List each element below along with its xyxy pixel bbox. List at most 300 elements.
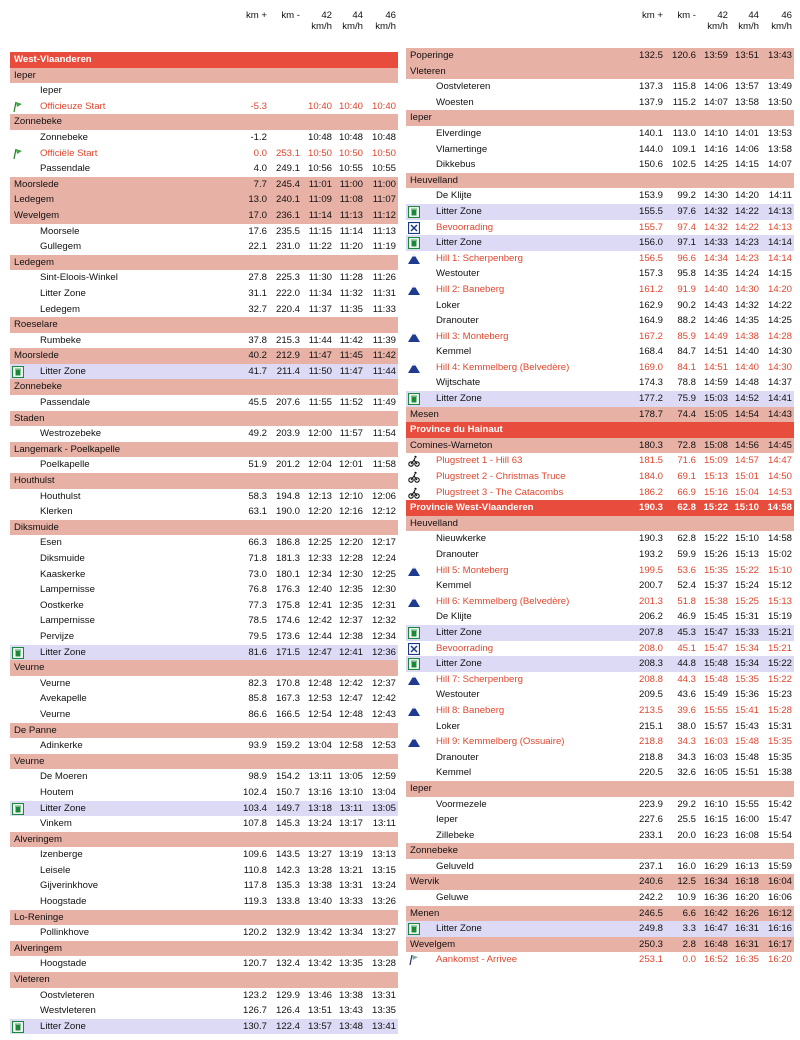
location-name: Hill 4: Kemmelberg (Belvedère)	[436, 361, 570, 373]
km-plus-value: 153.9	[638, 190, 663, 202]
km-minus-value: 129.9	[275, 989, 300, 1001]
time-44-value: 16:20	[734, 892, 759, 904]
km-plus-value: 82.3	[248, 677, 267, 689]
location-name: Wevelgem	[410, 938, 456, 950]
time-44-value: 14:40	[734, 361, 759, 373]
km-minus-value: 115.2	[672, 96, 696, 108]
time-44-value: 12:35	[338, 584, 363, 596]
time-42-value: 15:35	[703, 564, 728, 576]
location-name: Hoogstade	[40, 958, 87, 970]
km-plus-value: 156.5	[638, 252, 663, 264]
time-44-value: 16:18	[734, 876, 759, 888]
location-name: Westrozebeke	[40, 428, 102, 440]
time-44-value: 12:10	[338, 490, 363, 502]
time-42-value: 14:16	[703, 143, 728, 155]
time-46-value: 12:31	[371, 599, 396, 611]
time-44-value: 15:04	[734, 486, 759, 498]
speed-42-header: 42 km/h	[707, 10, 728, 32]
km-plus-value: 103.4	[242, 802, 267, 814]
location-name: Staden	[14, 412, 45, 424]
location-name: Nieuwkerke	[436, 533, 487, 545]
location-name: Dranouter	[436, 549, 479, 560]
time-42-value: 11:14	[308, 209, 332, 221]
location-name: Zonnebeke	[40, 131, 89, 143]
time-46-value: 16:12	[767, 907, 792, 919]
route-row-litter-zone	[10, 286, 398, 302]
time-46-value: 11:26	[372, 272, 396, 284]
time-42-value: 14:51	[703, 346, 728, 358]
route-row-houtem	[10, 785, 398, 801]
time-46-value: 15:38	[767, 767, 792, 779]
time-44-value: 14:01	[734, 127, 759, 139]
location-name: Lo-Reninge	[14, 911, 64, 923]
time-44-value: 11:47	[339, 365, 363, 377]
km-minus-value: 34.3	[677, 751, 696, 763]
km-plus-value: 73.0	[248, 568, 267, 580]
speed-42-header: 42 km/h	[311, 10, 332, 32]
location-name: Bevoorrading	[436, 642, 494, 654]
time-42-value: 12:25	[307, 537, 332, 549]
location-name: Moorslede	[14, 350, 59, 362]
km-minus-value: 97.4	[677, 221, 696, 233]
time-42-value: 12:34	[307, 568, 332, 580]
time-46-value: 11:12	[372, 209, 396, 221]
location-name: De Klijte	[436, 190, 472, 202]
location-name: Poelkapelle	[40, 459, 90, 471]
km-plus-value: 41.7	[248, 365, 267, 377]
route-row-passendale	[10, 161, 398, 177]
time-42-value: 15:48	[703, 658, 728, 670]
route-row-elverdinge	[406, 126, 794, 142]
time-44-value: 15:31	[734, 611, 759, 623]
km-plus-value: 93.9	[248, 740, 267, 752]
km-minus-value: 72.8	[677, 439, 696, 451]
route-row-woesten	[406, 95, 794, 111]
hill-icon	[408, 565, 420, 577]
route-row-ieper	[10, 83, 398, 99]
time-44-value: 10:50	[338, 147, 363, 159]
time-44-value: 11:08	[339, 194, 363, 206]
km-minus-header: km -	[281, 10, 300, 21]
time-46-value: 14:11	[768, 190, 792, 202]
location-name: Plugstreet 2 - Christmas Truce	[436, 471, 566, 483]
route-row-rumbeke	[10, 333, 398, 349]
km-plus-value: 22.1	[248, 241, 267, 253]
time-46-value: 11:49	[372, 397, 396, 409]
location-name: Pollinkhove	[40, 927, 90, 939]
time-42-value: 15:55	[703, 704, 728, 716]
km-minus-value: 75.9	[677, 393, 696, 405]
municipality-row-diksmuide	[10, 520, 398, 536]
time-42-value: 13:27	[307, 849, 332, 861]
km-minus-value: 176.3	[275, 584, 300, 596]
route-row-klerken	[10, 504, 398, 520]
km-minus-value: 69.1	[677, 471, 696, 483]
km-plus-value: 155.5	[638, 205, 663, 217]
km-minus-value: 236.1	[275, 209, 300, 221]
time-46-value: 14:15	[767, 268, 792, 280]
start-flag-icon	[12, 148, 24, 160]
location-name: Loker	[436, 720, 460, 732]
time-46-value: 10:48	[371, 131, 396, 143]
km-plus-value: 0.0	[253, 147, 267, 159]
km-plus-value: 181.5	[638, 455, 663, 467]
km-minus-value: 109.1	[671, 143, 696, 155]
route-row-vinkem	[10, 816, 398, 832]
time-46-value: 11:13	[372, 225, 396, 237]
time-46-value: 14:53	[767, 486, 792, 498]
time-42-value: 14:07	[703, 96, 728, 108]
km-minus-value: 225.3	[275, 272, 300, 284]
location-name: Rumbeke	[40, 334, 82, 346]
location-name: Plugstreet 3 - The Catacombs	[436, 486, 564, 498]
km-plus-value: 78.5	[248, 615, 267, 627]
time-42-value: 14:34	[703, 252, 728, 264]
time-46-value: 12:53	[371, 740, 396, 752]
location-name: Moorsele	[40, 225, 80, 237]
location-name: Oostvleteren	[40, 989, 95, 1001]
region-row-province-du-hainaut	[406, 422, 794, 438]
km-minus-value: 59.9	[677, 549, 696, 560]
location-name: Klerken	[40, 506, 73, 518]
location-name: Alveringem	[14, 942, 62, 954]
time-44-value: 14:22	[734, 205, 759, 217]
km-plus-value: 85.8	[248, 693, 267, 705]
route-row-hoogstade	[10, 956, 398, 972]
route-row-lampernisse	[10, 582, 398, 598]
location-name: Ieper	[14, 69, 36, 81]
km-plus-value: 81.6	[248, 646, 267, 658]
time-46-value: 14:13	[767, 205, 792, 217]
route-row-aankomst-arrivee	[406, 952, 794, 968]
route-row-westvleteren	[10, 1003, 398, 1019]
start-flag-icon	[12, 101, 24, 113]
time-46-value: 12:25	[371, 568, 396, 580]
time-46-value: 11:31	[372, 287, 396, 299]
location-name: Poperinge	[410, 50, 454, 61]
time-44-value: 14:48	[734, 377, 759, 389]
time-44-value: 15:25	[734, 595, 759, 607]
time-44-value: 14:38	[734, 330, 759, 342]
municipality-row-comines-warneton	[406, 438, 794, 454]
km-minus-value: 170.8	[275, 677, 300, 689]
time-42-value: 15:47	[703, 626, 728, 638]
time-44-value: 14:54	[734, 408, 759, 420]
km-minus-value: 62.8	[677, 533, 696, 545]
time-46-value: 10:55	[371, 163, 396, 175]
time-42-value: 16:29	[703, 860, 728, 872]
time-46-value: 12:30	[371, 584, 396, 596]
km-plus-value: -5.3	[250, 100, 267, 112]
km-plus-value: 227.6	[638, 814, 663, 826]
time-46-value: 16:17	[767, 938, 792, 950]
km-plus-value: 126.7	[242, 1005, 267, 1017]
time-42-value: 11:47	[308, 350, 332, 362]
municipality-row-vleteren	[406, 64, 794, 80]
litter-zone-icon	[408, 206, 420, 218]
location-name: Provincie West-Vlaanderen	[410, 502, 534, 514]
route-row-plugstreet-2-christmas-truce	[406, 469, 794, 485]
time-42-value: 15:45	[703, 611, 728, 623]
time-42-value: 15:37	[703, 580, 728, 592]
time-46-value: 14:28	[767, 330, 792, 342]
location-name: Aankomst - Arrivee	[436, 954, 518, 966]
route-row-lampernisse	[10, 613, 398, 629]
schedule-table-left	[10, 48, 398, 1034]
route-row-hill-3-monteberg	[406, 329, 794, 345]
location-name: Hill 1: Scherpenberg	[436, 252, 523, 264]
time-46-value: 14:50	[767, 471, 792, 483]
time-46-value: 16:16	[767, 923, 792, 935]
location-name: Adinkerke	[40, 740, 83, 752]
km-plus-value: 49.2	[248, 428, 267, 440]
time-44-value: 15:35	[734, 673, 759, 685]
time-42-value: 14:06	[703, 81, 728, 93]
time-44-value: 12:30	[338, 568, 363, 580]
km-plus-value: 17.0	[248, 209, 267, 221]
km-minus-value: 46.9	[677, 611, 696, 623]
km-minus-value: 12.5	[677, 876, 696, 888]
location-name: Passendale	[40, 397, 91, 409]
location-name: Vleteren	[410, 65, 446, 77]
litter-zone-row	[406, 656, 794, 672]
litter-zone-row	[406, 921, 794, 937]
time-42-value: 10:40	[307, 100, 332, 112]
km-minus-value: 51.8	[677, 595, 696, 607]
litter-zone-row	[406, 391, 794, 407]
municipality-row-staden	[10, 411, 398, 427]
km-plus-value: 199.5	[638, 564, 663, 576]
route-row-ieper	[406, 812, 794, 828]
km-plus-value: 218.8	[638, 736, 663, 748]
km-plus-value: 17.6	[248, 225, 267, 237]
location-name: Heuvelland	[410, 174, 459, 186]
time-46-value: 14:47	[767, 455, 792, 467]
litter-zone-row	[406, 204, 794, 220]
time-42-value: 12:42	[307, 615, 332, 627]
time-42-value: 15:38	[703, 595, 728, 607]
time-46-value: 12:43	[371, 708, 396, 720]
time-46-value: 11:19	[372, 241, 396, 253]
route-row-gijverinkhove	[10, 878, 398, 894]
time-42-value: 13:11	[308, 771, 332, 783]
km-plus-value: 242.2	[638, 892, 663, 904]
location-name: Province du Hainaut	[410, 424, 503, 436]
km-minus-value: 203.9	[275, 428, 300, 440]
litter-zone-icon	[408, 923, 420, 935]
location-name: Houthulst	[40, 490, 81, 502]
time-44-value: 11:32	[339, 287, 363, 299]
time-46-value: 14:30	[767, 346, 792, 358]
location-name: Westouter	[436, 268, 480, 280]
location-name: Officiële Start	[40, 147, 98, 159]
time-44-value: 15:22	[734, 564, 759, 576]
time-42-value: 13:59	[703, 50, 728, 61]
time-44-value: 14:40	[734, 346, 759, 358]
route-row-hill-6-kemmelberg-belved-re	[406, 594, 794, 610]
time-46-value: 14:58	[767, 502, 792, 514]
time-46-value: 15:22	[767, 658, 792, 670]
time-44-value: 16:00	[734, 814, 759, 826]
time-44-value: 12:42	[338, 677, 363, 689]
time-44-value: 15:41	[734, 704, 759, 716]
km-plus-value: 4.0	[253, 163, 267, 175]
time-44-value: 12:28	[338, 553, 363, 564]
litter-zone-icon	[12, 1021, 24, 1033]
route-row-dranouter	[406, 313, 794, 329]
km-plus-header: km +	[245, 10, 267, 21]
km-minus-value: 186.8	[275, 537, 300, 549]
time-46-value: 15:59	[767, 860, 792, 872]
km-plus-value: 184.0	[638, 471, 663, 483]
left-column	[10, 0, 398, 1034]
location-name: Veurne	[40, 677, 71, 689]
route-row-hill-4-kemmelberg-belved-re	[406, 360, 794, 376]
km-minus-value: 29.2	[677, 798, 696, 810]
time-42-value: 15:22	[703, 502, 728, 514]
time-42-value: 15:22	[703, 533, 728, 545]
time-42-value: 15:05	[703, 408, 728, 420]
time-44-value: 15:01	[734, 471, 759, 483]
location-name: Ieper	[436, 814, 458, 826]
hill-icon	[408, 705, 420, 717]
km-plus-header: km +	[641, 10, 663, 21]
km-minus-value: 74.4	[677, 408, 696, 420]
route-row-ledegem	[10, 302, 398, 318]
time-42-value: 14:40	[703, 283, 728, 295]
time-44-value: 13:11	[339, 802, 363, 814]
km-minus-value: 95.8	[677, 268, 696, 280]
km-minus-value: 2.8	[682, 938, 696, 950]
time-42-value: 12:40	[307, 584, 332, 596]
time-42-value: 15:03	[703, 393, 728, 405]
municipality-row-vleteren	[10, 972, 398, 988]
km-minus-value: 3.3	[682, 923, 696, 935]
route-row-geluwe	[406, 890, 794, 906]
time-46-value: 16:04	[767, 876, 792, 888]
km-minus-value: 71.6	[677, 455, 696, 467]
time-42-value: 16:47	[703, 923, 728, 935]
time-42-value: 15:09	[703, 455, 728, 467]
litter-zone-row	[10, 645, 398, 661]
time-46-value: 12:06	[371, 490, 396, 502]
time-42-value: 14:59	[703, 377, 728, 389]
km-minus-value: 96.6	[677, 252, 696, 264]
time-46-value: 13:53	[767, 127, 792, 139]
km-minus-value: 20.0	[677, 829, 696, 841]
hill-icon	[408, 596, 420, 608]
route-row-dranouter	[406, 750, 794, 766]
time-46-value: 12:37	[371, 677, 396, 689]
km-minus-value: 245.4	[275, 178, 300, 190]
km-minus-value: 44.3	[677, 673, 696, 685]
km-minus-value: 38.0	[677, 720, 696, 732]
time-42-value: 16:52	[703, 954, 728, 966]
time-42-value: 11:01	[308, 178, 332, 190]
km-plus-value: 169.0	[638, 361, 663, 373]
route-row-diksmuide	[10, 551, 398, 567]
time-44-value: 16:08	[734, 829, 759, 841]
km-plus-value: 190.3	[638, 533, 663, 545]
time-44-value: 16:35	[734, 954, 759, 966]
location-name: De Moeren	[40, 771, 88, 783]
location-name: Litter Zone	[40, 646, 86, 658]
time-42-value: 10:48	[307, 131, 332, 143]
litter-zone-icon	[408, 658, 420, 670]
column-header	[406, 0, 794, 48]
time-46-value: 12:42	[371, 693, 396, 705]
route-row-pollinkhove	[10, 925, 398, 941]
km-minus-value: 99.2	[677, 190, 696, 202]
km-plus-value: 144.0	[638, 143, 663, 155]
location-name: Ledegem	[40, 303, 81, 315]
km-plus-value: 7.7	[253, 178, 267, 190]
time-44-value: 15:51	[734, 767, 759, 779]
km-plus-value: 150.6	[638, 159, 663, 171]
location-name: Oostvleteren	[436, 81, 491, 93]
time-46-value: 15:47	[767, 814, 792, 826]
route-row-hill-7-scherpenberg	[406, 672, 794, 688]
time-44-value: 14:56	[734, 439, 759, 451]
km-minus-value: 132.4	[275, 958, 300, 970]
time-44-value: 11:13	[339, 209, 363, 221]
route-row-de-klijte	[406, 188, 794, 204]
time-42-value: 16:10	[703, 798, 728, 810]
municipality-row-ieper	[10, 68, 398, 84]
km-plus-value: 213.5	[638, 704, 663, 716]
route-row-poelkapelle	[10, 457, 398, 473]
km-plus-value: 223.9	[638, 798, 663, 810]
litter-zone-icon	[12, 647, 24, 659]
km-minus-value: 173.6	[275, 630, 300, 642]
km-plus-value: 137.9	[638, 96, 663, 108]
km-plus-value: 45.5	[248, 397, 267, 409]
route-row-oostvleteren	[406, 79, 794, 95]
time-44-value: 15:36	[734, 689, 759, 701]
km-plus-value: 190.3	[638, 502, 663, 514]
time-42-value: 12:41	[307, 599, 332, 611]
km-minus-value: 25.5	[677, 814, 696, 826]
time-44-value: 14:06	[734, 143, 759, 155]
time-46-value: 15:12	[767, 580, 792, 592]
km-plus-value: 167.2	[638, 330, 663, 342]
route-row-de-klijte	[406, 609, 794, 625]
location-name: Veurne	[40, 708, 71, 720]
km-plus-value: 37.8	[248, 334, 267, 346]
km-minus-value: 145.3	[275, 818, 300, 830]
time-44-value: 14:15	[734, 159, 759, 171]
location-name: Woesten	[436, 96, 474, 108]
location-name: Vlamertinge	[436, 143, 488, 155]
km-plus-value: 207.8	[638, 626, 663, 638]
km-minus-value: 212.9	[275, 350, 300, 362]
km-plus-value: 120.2	[242, 927, 267, 939]
km-minus-value: 135.3	[275, 880, 300, 892]
time-42-value: 12:47	[307, 646, 332, 658]
time-44-value: 15:34	[734, 642, 759, 654]
municipality-row-zonnebeke	[10, 379, 398, 395]
location-name: Westvleteren	[40, 1005, 96, 1017]
km-plus-value: 137.3	[638, 81, 663, 93]
location-name: Veurne	[14, 755, 45, 767]
time-46-value: 13:28	[371, 958, 396, 970]
km-minus-value: 97.1	[677, 237, 696, 249]
route-row-zillebeke	[406, 828, 794, 844]
time-46-value: 12:17	[371, 537, 396, 549]
time-46-value: 15:22	[767, 673, 792, 685]
route-row-esen	[10, 535, 398, 551]
route-row-kemmel	[406, 344, 794, 360]
